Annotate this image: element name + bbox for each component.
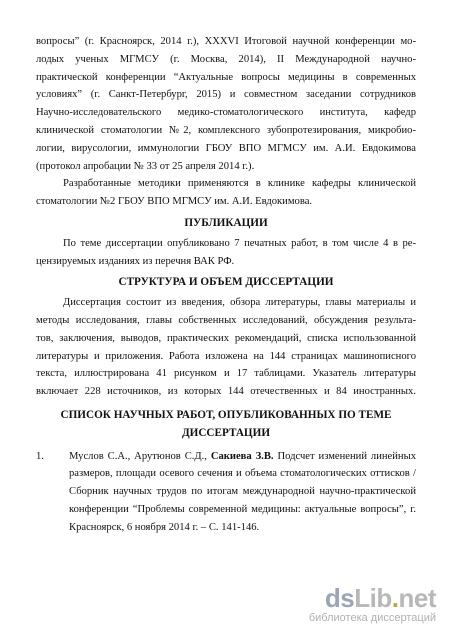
text-line: стоматологии №2 ГБОУ ВПО МГМСУ им. А.И. Евдокимова. — [36, 196, 313, 208]
text-line: размеров, площади осевого сечения и объема стоматологических оттисков / — [69, 468, 416, 480]
text-line: вопросы” (г. Красноярск, 2014 г.), XXXVI Итоговой научной конференции мо- — [36, 36, 416, 47]
reference-authors: Муслов С.А., Арутюнов С.Д., — [69, 450, 211, 462]
text-line: логии, вирусологии, иммунологии ГБОУ ВПО МГМСУ им. А.И. Евдокимова — [36, 142, 416, 154]
heading-works-list-line1: СПИСОК НАУЧНЫХ РАБОТ, ОПУБЛИКОВАННЫХ ПО ТЕМЕ — [60, 408, 392, 421]
text-line: Красноярск, 6 ноября 2014 г. – С. 141-146. — [69, 521, 260, 533]
text-line: тов, заключения, выводов, практических рекомендаций, списка использованной — [36, 332, 416, 344]
text-line: конференции “Проблемы современной медицины: актуальные вопросы”, г. — [69, 503, 416, 515]
paragraph-approbation — [36, 33, 416, 175]
text-line: По теме диссертации опубликовано 7 печатных работ, в том числе 4 в ре- — [63, 237, 416, 249]
text-line: условиях” (г. Санкт-Петербург, 2015) и совместном заседании сотрудников — [36, 89, 416, 101]
text-line: цензируемых изданиях из перечня ВАК РФ. — [36, 255, 235, 267]
watermark-ds: ds — [324, 583, 355, 613]
text-line: клинической стоматологии №2, комплексного зубопротезирования, микробио- — [36, 124, 416, 136]
watermark-net: net — [398, 583, 436, 613]
watermark-dot: . — [391, 583, 399, 613]
heading-publications: ПУБЛИКАЦИИ — [184, 216, 268, 229]
watermark-brand — [325, 585, 436, 611]
text-line: практической конференции “Актуальные вопросы медицины в современных — [36, 71, 416, 83]
text-line: лодых ученых МГМСУ (г. Москва, 2014), II Международной научно- — [36, 53, 416, 65]
reference-item — [36, 448, 416, 537]
text-line: текста, иллюстрирована 41 рисунком и 17 таблицами. Указатель литературы — [36, 368, 416, 380]
watermark-subtitle: библиотека диссертаций — [308, 612, 436, 624]
text-line — [69, 448, 416, 466]
paragraph-structure — [36, 294, 416, 401]
heading-structure: СТРУКТУРА И ОБЪЕМ ДИССЕРТАЦИИ — [118, 276, 334, 289]
text-line: Научно-исследовательского медико-стоматологического института, кафедр — [36, 107, 416, 119]
text-line: литературы и приложения. Работа изложена на 144 страницах машинописного — [36, 350, 416, 362]
document-body — [36, 33, 416, 537]
reference-author-bold: Сакиева З.В. — [210, 450, 274, 462]
reference-number: 1. — [36, 450, 44, 462]
text-line: Сборник научных трудов по итогам международной научно-практической — [69, 486, 416, 498]
text-line: Разработанные методики применяются в клинике кафедры клинической — [63, 178, 416, 190]
watermark-lib: Lib — [354, 583, 392, 613]
reference-title-start: Подсчет изменений линейных — [273, 450, 416, 462]
text-line: (протокол апробации № 33 от 25 апреля 2014 г.). — [36, 160, 255, 172]
heading-works-list-line2: ДИССЕРТАЦИИ — [181, 426, 271, 439]
watermark-logo — [276, 585, 436, 629]
paragraph-publications — [36, 235, 416, 271]
text-line: методы исследования, главы собственных исследований, обсуждения результа- — [36, 314, 416, 326]
paragraph-implementation — [36, 175, 416, 211]
text-line: Диссертация состоит из введения, обзора литературы, главы материалы и — [63, 297, 416, 309]
text-line: включает 228 источников, из которых 144 отечественных и 84 иностранных. — [36, 386, 416, 398]
